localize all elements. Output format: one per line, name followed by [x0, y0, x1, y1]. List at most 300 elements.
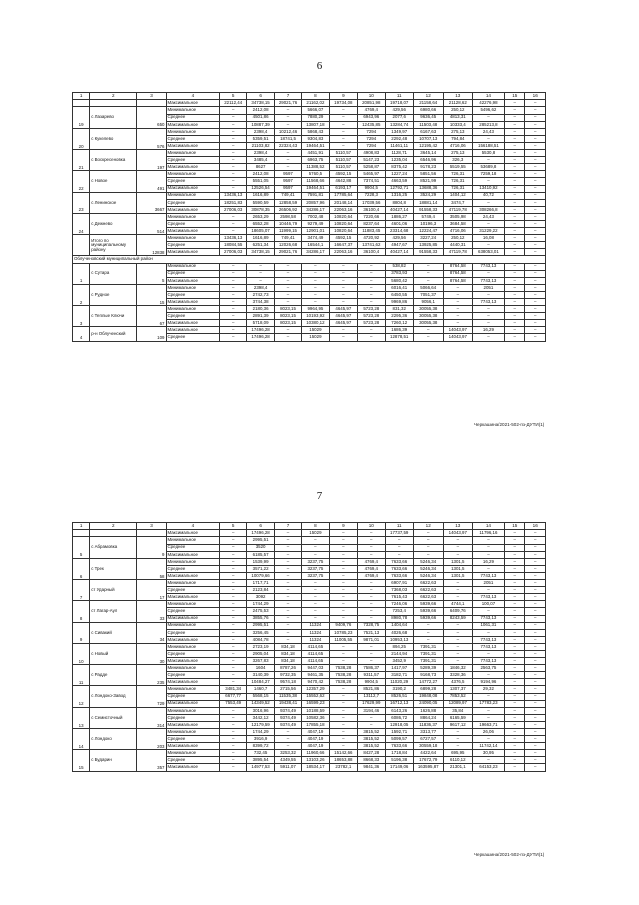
value-cell: 4769,4 [357, 565, 385, 572]
value-cell: – [505, 707, 525, 714]
settlement-population: 58 [137, 558, 166, 579]
value-cell: – [525, 572, 546, 579]
value-cell: 30055,38 [413, 306, 443, 313]
value-cell: 638053,01 [472, 249, 504, 256]
value-cell: 7220,66 [357, 213, 385, 220]
value-cell: – [329, 277, 357, 284]
value-cell: – [301, 270, 329, 277]
value-cell: – [505, 206, 525, 213]
value-cell: 2412,08 [247, 171, 275, 178]
value-cell: – [275, 551, 302, 558]
value-cell: 14977,53 [247, 764, 275, 771]
value-cell: 7391,31 [413, 658, 443, 665]
value-cell: – [357, 608, 385, 615]
value-cell: 19663,71 [472, 721, 504, 728]
value-cell: – [525, 587, 546, 594]
value-cell: 5110,57 [329, 164, 357, 171]
settlement-name [90, 530, 137, 537]
value-cell: – [505, 736, 525, 743]
value-cell: – [505, 729, 525, 736]
value-cell: 7743,13 [472, 263, 504, 270]
value-cell: 3744,38 [247, 299, 275, 306]
value-cell: – [275, 558, 302, 565]
value-cell: 19718,07 [385, 100, 413, 107]
settlement-population: 729 [137, 686, 166, 707]
value-cell: – [220, 530, 247, 537]
page-number-1: 6 [316, 60, 323, 72]
value-cell: 11503,48 [413, 121, 443, 128]
value-cell: Среднее [166, 114, 220, 121]
settlement-number: 19 [73, 107, 90, 128]
value-cell: – [472, 537, 504, 544]
value-cell: – [301, 277, 329, 284]
value-cell: 53689,8 [472, 164, 504, 171]
value-cell: 6450,55 [385, 291, 413, 298]
value-cell: – [505, 121, 525, 128]
value-cell: 19464,51 [301, 185, 329, 192]
value-cell: 9461,35 [301, 672, 329, 679]
value-cell: 16599,23 [301, 700, 329, 707]
data-table [72, 522, 546, 772]
value-cell: – [247, 270, 275, 277]
value-cell: – [472, 242, 504, 249]
value-cell: 6546,96 [413, 157, 443, 164]
value-cell: 3442,12 [247, 714, 275, 721]
column-header: 16 [525, 523, 546, 530]
value-cell: – [472, 714, 504, 721]
value-cell: – [525, 672, 546, 679]
value-cell: 13741,62 [357, 242, 385, 249]
value-cell: – [329, 658, 357, 665]
settlement-population: 17 [137, 580, 166, 601]
value-cell: – [357, 530, 385, 537]
value-cell: 4716,06 [443, 228, 472, 235]
column-header: 9 [329, 93, 357, 100]
value-cell: Минимальное [166, 306, 220, 313]
value-cell: 10446,79 [275, 220, 302, 227]
value-cell: – [357, 714, 385, 721]
value-cell: 19464,51 [301, 142, 329, 149]
value-cell: – [525, 284, 546, 291]
value-cell: – [275, 572, 302, 579]
value-cell: 1686,39 [385, 327, 413, 334]
value-cell: – [525, 199, 546, 206]
value-cell: 7538,28 [329, 665, 357, 672]
value-cell: Максимальное [166, 320, 220, 327]
value-cell: 11999,15 [275, 228, 302, 235]
value-cell: 3684,58 [443, 220, 472, 227]
value-cell: – [505, 299, 525, 306]
value-cell: – [220, 107, 247, 114]
value-cell: – [525, 658, 546, 665]
value-cell: 7259,18 [472, 171, 504, 178]
value-cell: – [275, 587, 302, 594]
settlement-population: 5 [137, 263, 166, 284]
page-number-2: 7 [316, 490, 323, 502]
value-cell: – [505, 622, 525, 629]
value-cell: 11324 [301, 629, 329, 636]
value-cell: 7615,43 [385, 594, 413, 601]
value-cell: 19734,08 [329, 100, 357, 107]
value-cell: 12224,47 [413, 228, 443, 235]
value-cell: 30878,35 [247, 206, 275, 213]
settlement-population: 15 [137, 284, 166, 305]
value-cell: – [329, 580, 357, 587]
value-cell: 17496,28 [247, 327, 275, 334]
value-cell: 12858,59 [275, 199, 302, 206]
value-cell: 14043,97 [443, 334, 472, 341]
settlement-name: с Рудное [90, 284, 137, 305]
value-cell: 5723,28 [357, 320, 385, 327]
value-cell: – [525, 693, 546, 700]
value-cell: 726,31 [443, 178, 472, 185]
value-cell: 10707,13 [413, 135, 443, 142]
value-cell: – [329, 714, 357, 721]
value-cell: – [472, 693, 504, 700]
column-header: 15 [505, 523, 525, 530]
value-cell: 6251,34 [247, 242, 275, 249]
value-cell: 6016,41 [385, 284, 413, 291]
value-cell: – [505, 572, 525, 579]
value-cell: 250,12 [443, 107, 472, 114]
value-cell: 6552,28 [247, 220, 275, 227]
value-cell: 7880,29 [301, 114, 329, 121]
value-cell: – [220, 587, 247, 594]
value-cell: – [472, 544, 504, 551]
value-cell: 13410,92 [472, 185, 504, 192]
value-cell: 10333,4 [443, 121, 472, 128]
value-cell: – [329, 121, 357, 128]
value-cell: – [472, 320, 504, 327]
value-cell: 21162,02 [301, 100, 329, 107]
value-cell: – [525, 544, 546, 551]
value-cell: 22112,44 [220, 100, 247, 107]
column-header: 12 [413, 523, 443, 530]
value-cell: – [220, 277, 247, 284]
settlement-name: с Лондоко [90, 729, 137, 750]
value-cell: 5465,97 [357, 171, 385, 178]
table-row [73, 558, 546, 565]
value-cell: – [329, 721, 357, 728]
value-cell: Максимальное [166, 530, 220, 537]
value-cell: – [275, 270, 302, 277]
settlement-population: 203 [137, 729, 166, 750]
value-cell: 21103,82 [247, 142, 275, 149]
header-row [73, 523, 546, 530]
value-cell: – [525, 608, 546, 615]
value-cell: – [413, 530, 443, 537]
value-cell: 8375,42 [385, 164, 413, 171]
settlement-number: 20 [73, 128, 90, 149]
value-cell: 8764,58 [443, 263, 472, 270]
value-cell: 7253,4 [385, 608, 413, 615]
value-cell: 5911,07 [275, 764, 302, 771]
settlement-name: с Трек [90, 558, 137, 579]
value-cell: – [220, 185, 247, 192]
value-cell: – [443, 537, 472, 544]
value-cell: 1616,89 [247, 192, 275, 199]
value-cell: 7743,13 [472, 277, 504, 284]
value-cell: 26,06 [472, 729, 504, 736]
value-cell: 5680,42 [385, 277, 413, 284]
column-header: 2 [90, 523, 137, 530]
value-cell: – [220, 572, 247, 579]
settlement-population: 109 [137, 327, 166, 341]
value-cell: 7294 [357, 128, 385, 135]
value-cell: 3895,54 [247, 757, 275, 764]
value-cell: – [525, 206, 546, 213]
value-cell: – [329, 608, 357, 615]
value-cell: 749,41 [275, 235, 302, 242]
settlement-number [73, 235, 90, 256]
value-cell: – [329, 686, 357, 693]
value-cell: – [220, 629, 247, 636]
value-cell: 9194,96 [472, 679, 504, 686]
column-header: 4 [166, 93, 220, 100]
value-cell: Минимальное [166, 128, 220, 135]
value-cell: Минимальное [166, 665, 220, 672]
value-cell: 7633,66 [385, 572, 413, 579]
value-cell: – [525, 213, 546, 220]
value-cell: – [220, 320, 247, 327]
value-cell: 8980,78 [385, 615, 413, 622]
value-cell: 12918,05 [385, 721, 413, 728]
value-cell: 24090,05 [413, 700, 443, 707]
value-cell: 8668,33 [357, 757, 385, 764]
value-cell: – [505, 565, 525, 572]
value-cell: 40427,14 [385, 249, 413, 256]
value-cell: Максимальное [166, 206, 220, 213]
settlement-population: 514 [137, 213, 166, 234]
value-cell: – [275, 157, 302, 164]
value-cell: 4769,4 [357, 107, 385, 114]
value-cell: 831,32 [385, 306, 413, 313]
value-cell: – [413, 537, 443, 544]
data-table [72, 92, 546, 342]
value-cell: 4422,64 [413, 750, 443, 757]
value-cell: 1604 [247, 665, 275, 672]
settlement-name: с Сутара [90, 263, 137, 284]
value-cell: – [525, 313, 546, 320]
value-cell: 9409,76 [329, 622, 357, 629]
value-cell: – [301, 263, 329, 270]
value-cell: 7368,03 [385, 587, 413, 594]
value-cell: 7743,13 [472, 594, 504, 601]
value-cell: 1718,84 [385, 750, 413, 757]
value-cell: – [525, 757, 546, 764]
value-cell: Минимальное [166, 284, 220, 291]
value-cell: – [220, 679, 247, 686]
value-cell: 7260,12 [385, 320, 413, 327]
value-cell: – [505, 199, 525, 206]
value-cell: – [525, 565, 546, 572]
value-cell: 3194,46 [357, 707, 385, 714]
value-cell: – [525, 714, 546, 721]
value-cell: 1061,31 [472, 622, 504, 629]
value-cell: 1417,97 [385, 665, 413, 672]
value-cell: 6980,66 [413, 107, 443, 114]
value-cell: – [220, 284, 247, 291]
value-cell: 16,29 [472, 327, 504, 334]
value-cell: – [329, 334, 357, 341]
column-header: 13 [443, 523, 472, 530]
value-cell: – [505, 178, 525, 185]
value-cell: Минимальное [166, 213, 220, 220]
value-cell: – [220, 580, 247, 587]
value-cell: 7294 [357, 135, 385, 142]
value-cell: – [329, 284, 357, 291]
value-cell: 47119,78 [443, 206, 472, 213]
section-row [73, 256, 546, 263]
value-cell: – [220, 643, 247, 650]
value-cell: Максимальное [166, 743, 220, 750]
column-header: 5 [220, 523, 247, 530]
table-row [73, 306, 546, 313]
value-cell: – [525, 135, 546, 142]
value-cell: – [472, 757, 504, 764]
value-cell: 2398,4 [247, 284, 275, 291]
settlement-number: 9 [73, 622, 90, 643]
value-cell: 3267,83 [247, 658, 275, 665]
value-cell: 834,18 [275, 650, 302, 657]
value-cell: – [472, 178, 504, 185]
value-cell: 9574,18 [275, 679, 302, 686]
value-cell: 5568,15 [247, 693, 275, 700]
value-cell: 15142,66 [329, 750, 357, 757]
value-cell: 34286,17 [301, 206, 329, 213]
value-cell: Минимальное [166, 622, 220, 629]
value-cell: 7521,13 [357, 629, 385, 636]
value-cell: Минимальное [166, 235, 220, 242]
value-cell: – [275, 277, 302, 284]
value-cell: 20148,14 [329, 199, 357, 206]
value-cell: 30,95 [472, 750, 504, 757]
value-cell: 1235,04 [385, 157, 413, 164]
column-header: 14 [472, 523, 504, 530]
value-cell: 34286,17 [301, 249, 329, 256]
value-cell: Среднее [166, 313, 220, 320]
table-row [73, 263, 546, 270]
column-header: 6 [247, 523, 275, 530]
value-cell: – [220, 565, 247, 572]
value-cell: 2891,39 [247, 313, 275, 320]
value-cell: 2412,08 [247, 107, 275, 114]
value-cell: 285213,8 [472, 121, 504, 128]
value-cell: 8804,8 [385, 199, 413, 206]
value-cell: – [505, 306, 525, 313]
value-cell: – [220, 721, 247, 728]
settlement-number [73, 530, 90, 537]
value-cell: – [220, 135, 247, 142]
value-cell: – [329, 558, 357, 565]
settlement-number: 11 [73, 665, 90, 686]
value-cell: – [525, 686, 546, 693]
value-cell: – [275, 622, 302, 629]
value-cell: 11796,16 [472, 530, 504, 537]
value-cell: Среднее [166, 178, 220, 185]
value-cell: 17737,59 [385, 530, 413, 537]
value-cell: – [505, 643, 525, 650]
value-cell: 2715,56 [275, 686, 302, 693]
value-cell: 732,45 [247, 750, 275, 757]
value-cell: 9617,12 [443, 721, 472, 728]
value-cell: – [525, 235, 546, 242]
value-cell: – [301, 587, 329, 594]
value-cell: – [329, 299, 357, 306]
value-cell: 10380,12 [301, 320, 329, 327]
value-cell: – [413, 263, 443, 270]
value-cell: 3481,34 [220, 686, 247, 693]
value-cell: 13688,36 [413, 185, 443, 192]
value-cell: 9374,49 [275, 721, 302, 728]
value-cell: – [525, 128, 546, 135]
value-cell: 15029 [301, 327, 329, 334]
value-cell: 8764,58 [443, 270, 472, 277]
value-cell: 4047,19 [301, 743, 329, 750]
value-cell: – [443, 629, 472, 636]
value-cell: – [329, 729, 357, 736]
value-cell: – [247, 263, 275, 270]
value-cell: 2051 [472, 284, 504, 291]
value-cell: – [301, 601, 329, 608]
value-cell: 7051,37 [413, 291, 443, 298]
value-cell: – [472, 707, 504, 714]
value-cell: – [275, 299, 302, 306]
value-cell: 40427,14 [385, 206, 413, 213]
value-cell: – [275, 729, 302, 736]
value-cell: 1886,27 [385, 213, 413, 220]
value-cell: 9178,23 [413, 164, 443, 171]
settlement-name: с Лазарево [90, 107, 137, 128]
value-cell: – [505, 185, 525, 192]
value-cell: Минимальное [166, 707, 220, 714]
value-cell: – [443, 643, 472, 650]
value-cell: 3783,93 [385, 270, 413, 277]
value-cell: – [525, 679, 546, 686]
value-cell: 834,18 [275, 658, 302, 665]
value-cell: – [525, 530, 546, 537]
value-cell: 6165,59 [443, 714, 472, 721]
value-cell: 16712,13 [385, 700, 413, 707]
settlement-number: 7 [73, 580, 90, 601]
value-cell: Максимальное [166, 121, 220, 128]
value-cell: 5099,57 [385, 736, 413, 743]
value-cell: 8787,26 [275, 665, 302, 672]
value-cell: – [275, 327, 302, 334]
value-cell: – [329, 530, 357, 537]
value-cell: – [329, 643, 357, 650]
value-cell: 9597 [275, 185, 302, 192]
column-header: 11 [385, 523, 413, 530]
value-cell: 6622,63 [413, 587, 443, 594]
value-cell: Минимальное [166, 107, 220, 114]
value-cell: – [525, 764, 546, 771]
value-cell: 100,07 [472, 601, 504, 608]
value-cell: – [220, 665, 247, 672]
value-cell: – [220, 615, 247, 622]
value-cell: – [505, 530, 525, 537]
value-cell: – [443, 299, 472, 306]
value-cell: 8237,64 [357, 220, 385, 227]
value-cell: Среднее [166, 714, 220, 721]
value-cell: Минимальное [166, 192, 220, 199]
settlement-number: 13 [73, 707, 90, 728]
settlement-number: 15 [73, 750, 90, 771]
value-cell: 10193,92 [301, 313, 329, 320]
value-cell: 2295,36 [385, 313, 413, 320]
value-cell: – [525, 171, 546, 178]
value-cell: – [275, 150, 302, 157]
